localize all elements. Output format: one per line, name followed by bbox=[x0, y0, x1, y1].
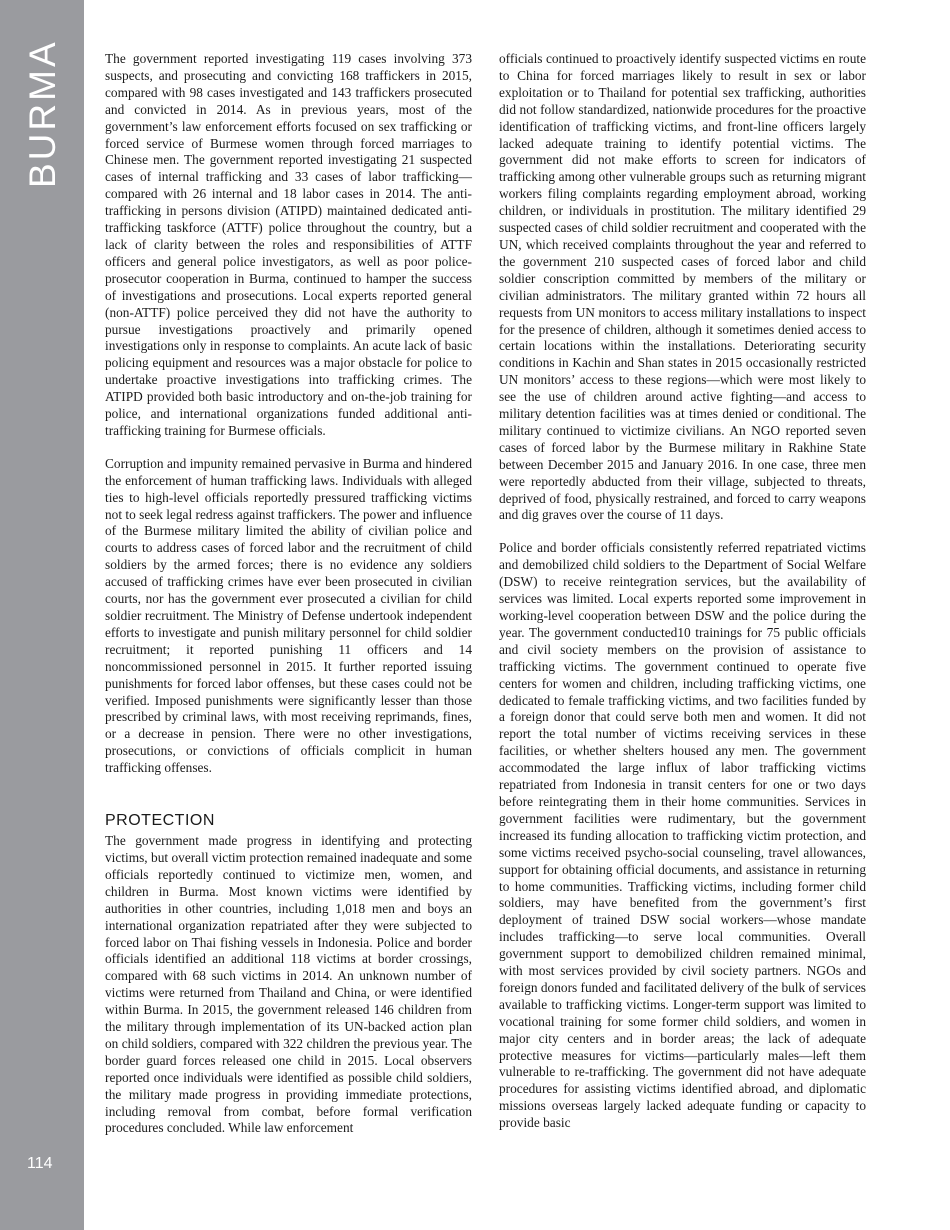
right-column bbox=[499, 51, 866, 1132]
section-heading-protection: PROTECTION bbox=[105, 812, 215, 830]
left-column bbox=[105, 51, 472, 1137]
left-paragraph-2: Corruption and impunity remained pervasive in Burma and hindered the enforcement of human trafficking laws. Individuals with alleged ties to high-level officials reportedly pressured trafficking victims not to seek legal redress against traffickers. The power and influence of the Burmese military limited the ability of civilian police and courts to address cases of forced labor and the recruitment of child soldiers by the armed forces; there is no evidence any soldiers accused of trafficking crimes have ever been prosecuted in civilian courts, nor has the government ever prosecuted a civilian for child soldier recruitment. The Ministry of Defense undertook independent efforts to investigate and punish military personnel for child soldier recruitment; it reported punishing 11 officers and 14 noncommissioned personnel in 2015. It further reported issuing punishments for forced labor offenses, but these cases could not be verified. Imposed punishments were significantly lesser than those prescribed by criminal laws, with most receiving reprimands, fines, or a decrease in pension. There were no other investigations, prosecutions, or convictions of officials complicit in human trafficking offenses. bbox=[105, 455, 472, 776]
right-paragraph-1: officials continued to proactively identify suspected victims en route to China for forced marriages likely to result in sex or labor exploitation or to Thailand for potential sex trafficking, authorities did not follow standardized, nationwide procedures for the proactive identification of trafficking victims, and front-line officers largely lacked adequate training to identify potential victims. The government did not make efforts to screen for indicators of trafficking among other vulnerable groups such as returning migrant workers filing complaints regarding employment abroad, working children, or individuals in prostitution. The military identified 29 suspected cases of child soldier recruitment and cooperated with the UN, which received complaints throughout the year and referred to the government 210 suspected cases of forced labor and child soldier conscription committed by members of the military or civilian administrators. The military granted within 72 hours all requests from UN monitors to access military installations to inspect for the presence of children, although it sometimes denied access to certain locations within the installations. Deteriorating security conditions in Kachin and Shan states in 2015 occasionally restricted UN monitors’ access to these regions—which were most likely to see the use of children around active fighting—and access to military detention facilities was at times denied or conditional. The military continued to victimize civilians. An NGO reported seven cases of forced labor by the Burmese military in Rakhine State between December 2015 and January 2016. In one case, three men were reportedly abducted from their village, subjected to threats, deprived of food, physically restrained, and forced to carry weapons and dig graves over the course of 11 days. bbox=[499, 51, 866, 523]
country-label: BURMA bbox=[22, 39, 63, 188]
page-number: 114 bbox=[27, 1155, 53, 1172]
sidebar bbox=[0, 0, 84, 1230]
left-paragraph-1: The government reported investigating 119 cases involving 373 suspects, and prosecuting and convicting 168 traffickers in 2015, compared with 98 cases investigated and 143 traffickers prosecuted and convicted in 2014. As in previous years, most of the government’s law enforcement efforts focused on sex trafficking or forced service of Burmese women through forced marriages to Chinese men. The government reported investigating 21 suspected cases of internal trafficking and 33 cases of labor trafficking—compared with 26 internal and 18 labor cases in 2014. The anti-trafficking in persons division (ATIPD) maintained dedicated anti-trafficking taskforce (ATTF) police throughout the country, but a lack of clarity between the roles and responsibilities of ATTF officers and general police investigators, as well as poor police-prosecutor cooperation in Burma, continued to hamper the success of investigations and prosecutions. Local experts reported general (non-ATTF) police perceived they did not have the authority to pursue investigations proactively and primarily opened investigations only in response to complaints. An acute lack of basic policing equipment and resources was a major obstacle for police to undertake proactive investigations into trafficking crimes. The ATIPD provided both basic introductory and on-the-job training for police, and international organizations funded additional anti-trafficking training for Burmese officials. bbox=[105, 51, 472, 438]
right-paragraph-2: Police and border officials consistently referred repatriated victims and demobilized child soldiers to the Department of Social Welfare (DSW) to receive reintegration services, but the availability of services was limited. Local experts reported some improvement in working-level cooperation between DSW and the police during the year. The government conducted10 trainings for 75 public officials and civil society members on the provision of assistance to trafficking victims. The government continued to operate five centers for women and children, including trafficking victims, one dedicated to female trafficking victims, and two facilities funded by a foreign donor that could serve both men and women. It did not report the total number of victims receiving services in these facilities, or whether shelters housed any men. The government accommodated the large influx of labor trafficking victims repatriated from Indonesia in transit centers for one or two days before reintegrating them in their home communities. Services in government facilities were rudimentary, but the government increased its funding allocation to trafficking victim protection, and some victims received psycho-social counseling, travel allowances, support for obtaining official documents, and assistance in returning to home communities. Trafficking victims, including former child soldiers, may have benefited from the government’s first deployment of trained DSW social workers—whose mandate includes trafficking—to serve local communities. Overall government support to demobilized children remained minimal, with most services provided by civil society partners. NGOs and foreign donors funded and facilitated delivery of the bulk of services available to trafficking victims. Longer-term support was limited to vocational training for some former child soldiers, and women in major city centers and in border areas; the lack of adequate protective measures for victims—particularly males—left them vulnerable to re-trafficking. The government did not have adequate procedures for assisting victims identified abroad, and diplomatic missions overseas largely lacked adequate funding or capacity to provide basic bbox=[499, 540, 866, 1131]
left-paragraph-3: The government made progress in identifying and protecting victims, but overall victim protection remained inadequate and some officials reportedly continued to victimize men, women, and children in Burma. Most known victims were identified by authorities in other countries, including 1,018 men and boys an international organization repatriated after they were subjected to forced labor on Thai fishing vessels in Indonesia. Police and border officials identified an additional 118 victims at border crossings, compared with 68 such victims in 2014. An unknown number of victims were returned from Thailand and China, or were identified within Burma. In 2015, the government released 146 children from the military through implementation of its UN-backed action plan on child soldiers, compared with 322 children the previous year. The border guard forces released one child in 2015. Local observers reported once individuals were identified as possible child soldiers, the military made progress in providing immediate protections, including removal from combat, before formal verification procedures concluded. While law enforcement bbox=[105, 833, 472, 1136]
